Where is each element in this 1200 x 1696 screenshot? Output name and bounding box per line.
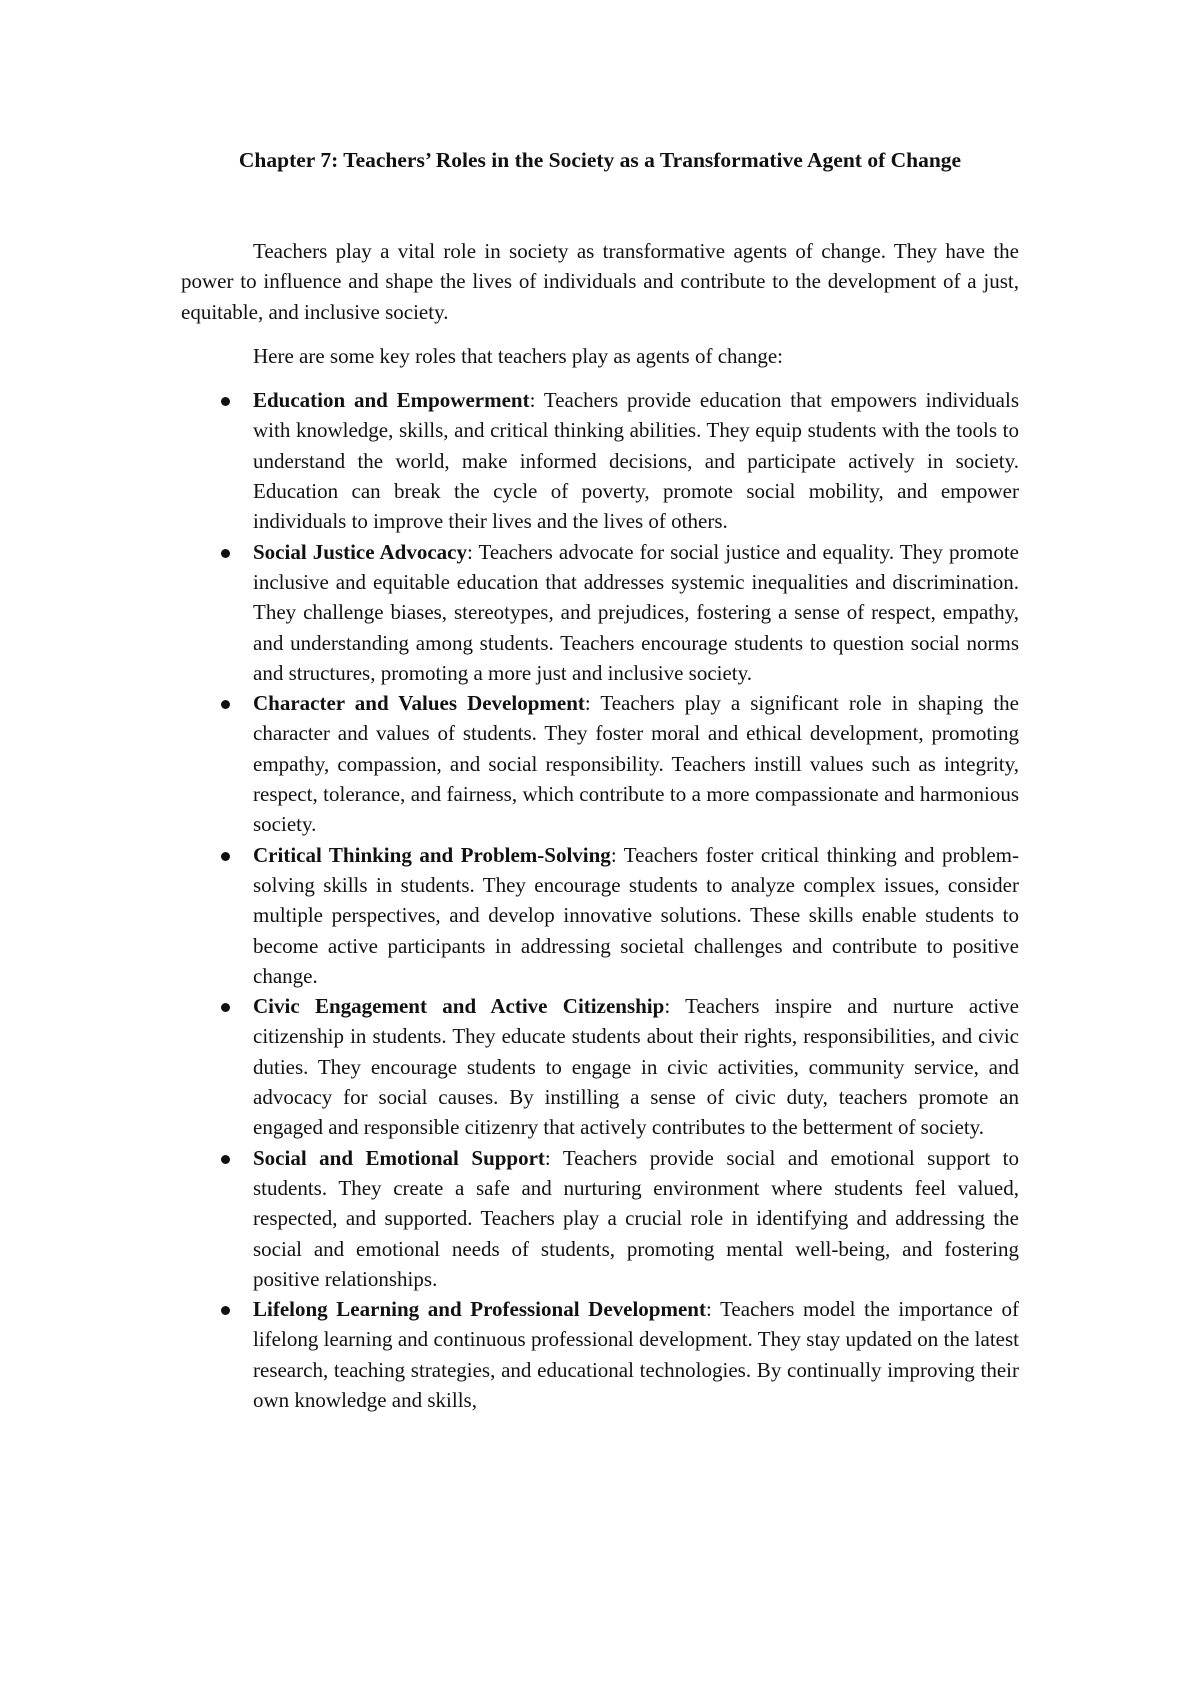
role-term: Civic Engagement and Active Citizenship bbox=[253, 994, 665, 1019]
lead-in-paragraph: Here are some key roles that teachers play as agents of change: bbox=[253, 343, 784, 368]
role-description: : Teachers play a significant role in shaping the character and values of students. They foster moral and ethical development, promoting empathy, compassion, and social responsibility. Teachers instill values such as integrity, respect, tolerance, and fairness, which contribute to a more compassionate and harmonious society. bbox=[253, 691, 1019, 837]
bullet-icon bbox=[221, 397, 230, 406]
role-item bbox=[181, 385, 1019, 536]
role-item bbox=[181, 840, 1019, 991]
role-description: : Teachers model the importance of lifelong learning and continuous professional development. They stay updated on the latest research, teaching strategies, and educational technologies. By continually improving their own knowledge and skills, bbox=[253, 1297, 1019, 1412]
bullet-icon bbox=[221, 852, 230, 861]
bullet-icon bbox=[221, 1155, 230, 1164]
role-item bbox=[181, 688, 1019, 839]
role-description: : Teachers provide education that empowers individuals with knowledge, skills, and critical thinking abilities. They equip students with the tools to understand the world, make informed decisions, and participate actively in society. Education can break the cycle of poverty, promote social mobility, and empower individuals to improve their lives and the lives of others. bbox=[253, 388, 1019, 534]
role-term: Critical Thinking and Problem-Solving bbox=[253, 842, 611, 867]
role-description: : Teachers advocate for social justice and equality. They promote inclusive and equitable education that addresses systemic inequalities and discrimination. They challenge biases, stereotypes, and prejudices, fostering a sense of respect, empathy, and understanding among students. Teachers encourage students to question social norms and structures, promoting a more just and inclusive society. bbox=[253, 539, 1019, 685]
role-item bbox=[181, 991, 1019, 1142]
role-term: Character and Values Development bbox=[253, 691, 585, 716]
bullet-icon bbox=[221, 549, 230, 558]
document-body bbox=[181, 236, 1019, 1415]
chapter-title: Chapter 7: Teachers’ Roles in the Society as a Transformative Agent of Change bbox=[238, 148, 962, 172]
bullet-icon bbox=[221, 700, 230, 709]
role-description: : Teachers foster critical thinking and problem-solving skills in students. They encourage students to analyze complex issues, consider multiple perspectives, and develop innovative solutions. These skills enable students to become active participants in addressing societal challenges and contribute to positive change. bbox=[253, 842, 1019, 988]
role-term: Lifelong Learning and Professional Development bbox=[253, 1297, 706, 1322]
role-description: : Teachers provide social and emotional support to students. They create a safe and nurturing environment where students feel valued, respected, and supported. Teachers play a crucial role in identifying and addressing the social and emotional needs of students, promoting mental well-being, and fostering positive relationships. bbox=[253, 1145, 1019, 1291]
role-term: Social and Emotional Support bbox=[253, 1145, 545, 1170]
intro-paragraph: Teachers play a vital role in society as transformative agents of change. They have the power to influence and shape the lives of individuals and contribute to the development of a just, equitable, and inclusive society. bbox=[181, 239, 1019, 324]
bullet-icon bbox=[221, 1306, 230, 1315]
role-item bbox=[181, 1294, 1019, 1415]
role-item bbox=[181, 1143, 1019, 1294]
role-term: Social Justice Advocacy bbox=[253, 539, 467, 564]
role-description: : Teachers inspire and nurture active citizenship in students. They educate students about their rights, responsibilities, and civic duties. They encourage students to engage in civic activities, community service, and advocacy for social causes. By instilling a sense of civic duty, teachers promote an engaged and responsible citizenry that actively contributes to the betterment of society. bbox=[253, 994, 1020, 1140]
role-term: Education and Empowerment bbox=[253, 388, 530, 413]
roles-list bbox=[181, 385, 1019, 1415]
role-item bbox=[181, 537, 1019, 688]
bullet-icon bbox=[221, 1003, 230, 1012]
